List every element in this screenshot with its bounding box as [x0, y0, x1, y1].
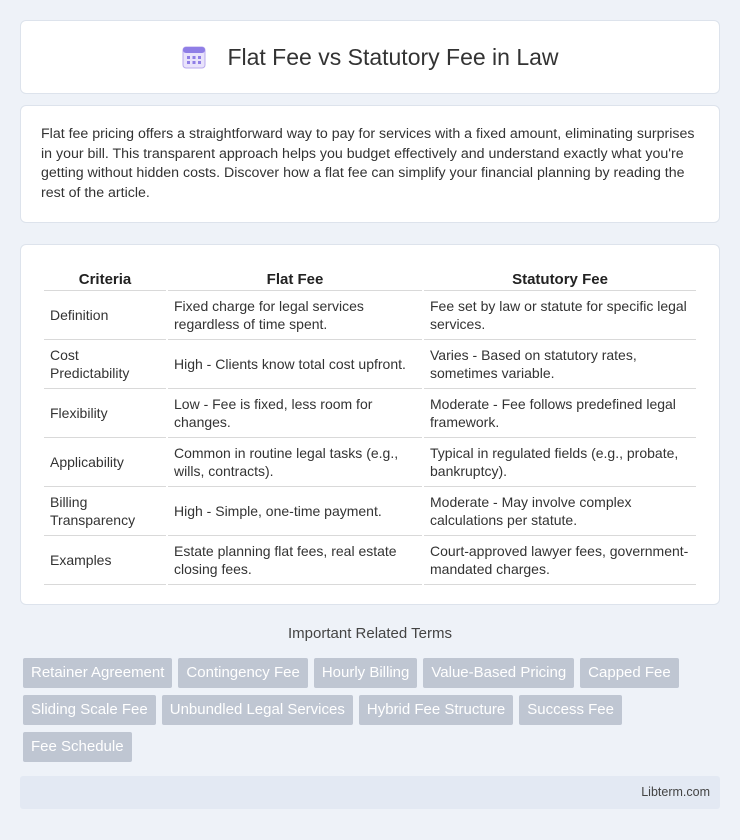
table-cell: Typical in regulated fields (e.g., probate, bankruptcy). [424, 438, 696, 487]
table-cell: Varies - Based on statutory rates, sometimes variable. [424, 340, 696, 389]
table-cell: Estate planning flat fees, real estate closing fees. [168, 536, 422, 585]
comparison-table-card [20, 244, 720, 605]
footer [20, 776, 720, 809]
column-header: Flat Fee [168, 267, 422, 291]
related-terms-heading: Important Related Terms [288, 625, 452, 642]
table-row [44, 291, 696, 340]
related-term-tag[interactable]: Hourly Billing [314, 658, 418, 688]
related-term-tag[interactable]: Capped Fee [580, 658, 679, 688]
table-cell: Cost Predictability [44, 340, 166, 389]
table-cell: Moderate - May involve complex calculations per statute. [424, 487, 696, 536]
intro-paragraph: Flat fee pricing offers a straightforward way to pay for services with a fixed amount, eliminating surprises in your bill. This transparent approach helps you budget effectively and understand exactly what you're getting without hidden costs. Discover how a flat fee can simplify your financial planning by reading the rest of the article. [20, 105, 720, 223]
table-cell: Definition [44, 291, 166, 340]
table-row [44, 438, 696, 487]
site-link[interactable]: Libterm.com [641, 785, 710, 799]
related-term-tag[interactable]: Hybrid Fee Structure [359, 695, 513, 725]
table-header-row [44, 267, 696, 291]
table-cell: Flexibility [44, 389, 166, 438]
table-cell: Examples [44, 536, 166, 585]
table-cell: Fee set by law or statute for specific legal services. [424, 291, 696, 340]
column-header: Criteria [44, 267, 166, 291]
table-cell: High - Clients know total cost upfront. [168, 340, 422, 389]
table-row [44, 487, 696, 536]
related-term-tag[interactable]: Sliding Scale Fee [23, 695, 156, 725]
comparison-table [42, 267, 698, 585]
table-row [44, 536, 696, 585]
table-cell: Fixed charge for legal services regardless of time spent. [168, 291, 422, 340]
related-term-tag[interactable]: Success Fee [519, 695, 622, 725]
related-term-tag[interactable]: Fee Schedule [23, 732, 132, 762]
table-cell: Low - Fee is fixed, less room for changes. [168, 389, 422, 438]
table-cell: Moderate - Fee follows predefined legal framework. [424, 389, 696, 438]
page-title: Flat Fee vs Statutory Fee in Law [227, 43, 559, 70]
related-term-tag[interactable]: Retainer Agreement [23, 658, 172, 688]
calendar-icon [181, 44, 207, 70]
page-header [20, 20, 720, 94]
table-cell: Billing Transparency [44, 487, 166, 536]
related-term-tag[interactable]: Contingency Fee [178, 658, 307, 688]
table-row [44, 389, 696, 438]
table-cell: High - Simple, one-time payment. [168, 487, 422, 536]
related-term-tag[interactable]: Unbundled Legal Services [162, 695, 353, 725]
table-row [44, 340, 696, 389]
table-cell: Common in routine legal tasks (e.g., wills, contracts). [168, 438, 422, 487]
table-cell: Court-approved lawyer fees, government-mandated charges. [424, 536, 696, 585]
related-terms-list [23, 658, 723, 769]
table-cell: Applicability [44, 438, 166, 487]
related-term-tag[interactable]: Value-Based Pricing [423, 658, 574, 688]
column-header: Statutory Fee [424, 267, 696, 291]
